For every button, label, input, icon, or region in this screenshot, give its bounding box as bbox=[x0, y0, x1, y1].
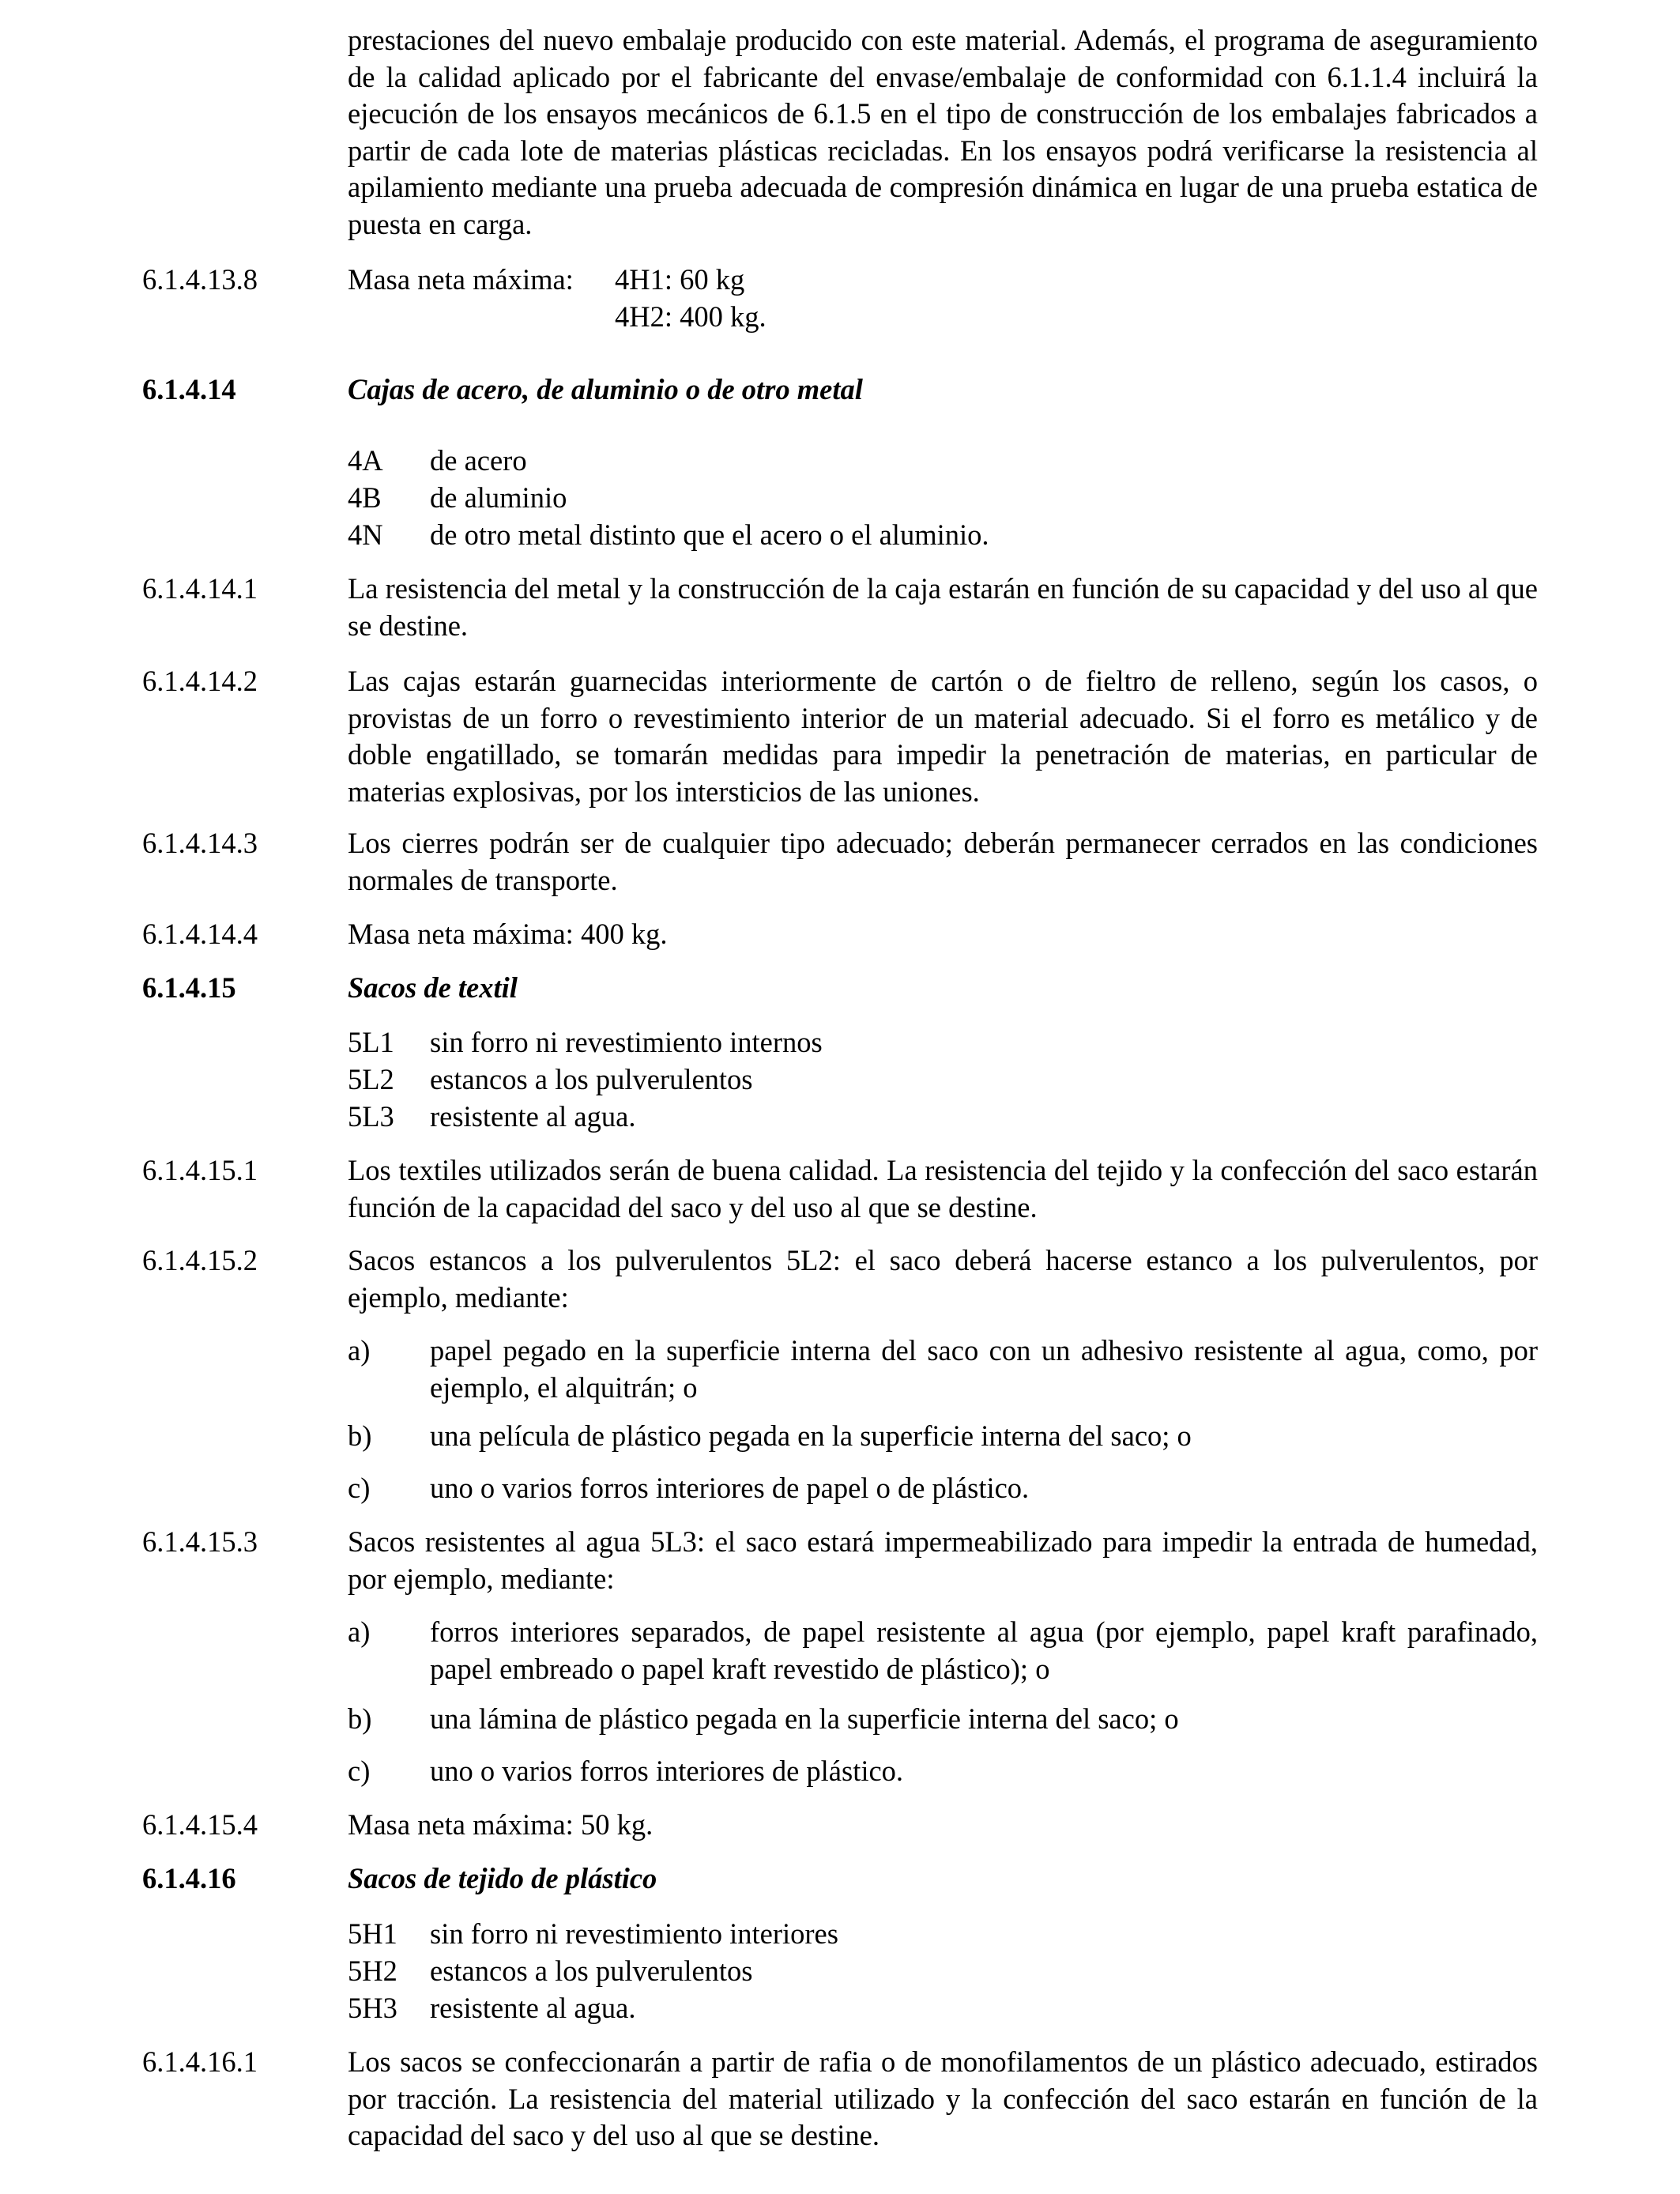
packaging-code: 5L2 bbox=[348, 1063, 394, 1095]
packaging-code-description: de aluminio bbox=[430, 481, 567, 514]
section-heading-number: 6.1.4.15 bbox=[142, 971, 236, 1004]
list-item-text: una lámina de plástico pegada en la superficie interna del saco; o bbox=[430, 1702, 1179, 1735]
packaging-code: 4A bbox=[348, 444, 383, 477]
list-item-label: c) bbox=[348, 1755, 371, 1787]
section-text: Sacos resistentes al agua 5L3: el saco estará impermeabilizado para impedir la entrada de humedad, por ejemplo, mediante: bbox=[348, 1525, 1538, 1595]
packaging-code-description: sin forro ni revestimiento interiores bbox=[430, 1917, 838, 1950]
packaging-code: 5L1 bbox=[348, 1026, 394, 1058]
section-heading: Sacos de textil bbox=[348, 971, 518, 1004]
list-item-label: a) bbox=[348, 1615, 371, 1648]
list-item-text: una película de plástico pegada en la superficie interna del saco; o bbox=[430, 1419, 1192, 1452]
packaging-code: 5L3 bbox=[348, 1100, 394, 1133]
packaging-code-description: estancos a los pulverulentos bbox=[430, 1955, 753, 1987]
section-number: 6.1.4.13.8 bbox=[142, 263, 258, 296]
section-heading: Sacos de tejido de plástico bbox=[348, 1862, 657, 1894]
section-heading-number: 6.1.4.16 bbox=[142, 1862, 236, 1894]
max-mass-value: 4H1: 60 kg bbox=[615, 263, 745, 296]
list-item-text: uno o varios forros interiores de papel o de plástico. bbox=[430, 1472, 1030, 1504]
section-number: 6.1.4.15.3 bbox=[142, 1525, 258, 1558]
section-heading: Cajas de acero, de aluminio o de otro metal bbox=[348, 373, 863, 405]
section-number: 6.1.4.14.2 bbox=[142, 665, 258, 697]
section-text: Masa neta máxima: 400 kg. bbox=[348, 918, 668, 950]
packaging-code-description: sin forro ni revestimiento internos bbox=[430, 1026, 823, 1058]
section-text: Sacos estancos a los pulverulentos 5L2: el saco deberá hacerse estanco a los pulverulentos, por ejemplo, mediante: bbox=[348, 1244, 1538, 1314]
section-text: La resistencia del metal y la construcción de la caja estarán en función de su capacidad y del uso al que se destine. bbox=[348, 572, 1538, 642]
section-text: Masa neta máxima: 50 kg. bbox=[348, 1808, 654, 1841]
packaging-code: 4B bbox=[348, 481, 382, 514]
list-item-text: forros interiores separados, de papel resistente al agua (por ejemplo, papel kraft parafinado, papel embreado o papel kraft revestido de plástico); o bbox=[430, 1615, 1538, 1685]
max-mass-label: Masa neta máxima: bbox=[348, 263, 574, 296]
section-number: 6.1.4.15.1 bbox=[142, 1154, 258, 1186]
section-number: 6.1.4.15.2 bbox=[142, 1244, 258, 1276]
list-item-text: papel pegado en la superficie interna del saco con un adhesivo resistente al agua, como, por ejemplo, el alquitrán; o bbox=[430, 1334, 1538, 1404]
section-text: Los textiles utilizados serán de buena calidad. La resistencia del tejido y la confección del saco estarán función de la capacidad del saco y del uso al que se destine. bbox=[348, 1154, 1538, 1223]
section-number: 6.1.4.16.1 bbox=[142, 2045, 258, 2078]
section-text: Las cajas estarán guarnecidas interiormente de cartón o de fieltro de relleno, según los casos, o provistas de un forro o revestimiento interior de un material adecuado. Si el forro es metálico y de doble engatillado, se tomarán medidas para impedir la penetración de materias, en particular de materias explosivas, por los intersticios de las uniones. bbox=[348, 665, 1538, 808]
packaging-code-description: de acero bbox=[430, 444, 527, 477]
list-item-label: a) bbox=[348, 1334, 371, 1367]
packaging-code: 5H3 bbox=[348, 1992, 397, 2024]
section-number: 6.1.4.14.1 bbox=[142, 572, 258, 605]
section-heading-number: 6.1.4.14 bbox=[142, 373, 236, 405]
packaging-code: 5H1 bbox=[348, 1917, 397, 1950]
packaging-code: 5H2 bbox=[348, 1955, 397, 1987]
packaging-code-description: estancos a los pulverulentos bbox=[430, 1063, 753, 1095]
list-item-text: uno o varios forros interiores de plástico. bbox=[430, 1755, 904, 1787]
continuation-paragraph bbox=[348, 22, 1538, 243]
list-item-label: c) bbox=[348, 1472, 371, 1504]
packaging-code-description: de otro metal distinto que el acero o el aluminio. bbox=[430, 518, 989, 551]
list-item-label: b) bbox=[348, 1702, 372, 1735]
section-number: 6.1.4.15.4 bbox=[142, 1808, 258, 1841]
packaging-code-description: resistente al agua. bbox=[430, 1100, 636, 1133]
section-number: 6.1.4.14.4 bbox=[142, 918, 258, 950]
section-text: Los cierres podrán ser de cualquier tipo adecuado; deberán permanecer cerrados en las condiciones normales de transporte. bbox=[348, 827, 1538, 896]
packaging-code: 4N bbox=[348, 518, 383, 551]
paragraph-text: prestaciones del nuevo embalaje producido con este material. Además, el programa de aseguramiento de la calidad aplicado por el fabricante del envase/embalaje de conformidad con 6.1.1.4 incluirá la ejecución de los ensayos mecánicos de 6.1.5 en el tipo de construcción de los embalajes fabricados a partir de cada lote de materias plásticas recicladas. En los ensayos podrá verificarse la resistencia al apilamiento mediante una prueba adecuada de compresión dinámica en lugar de una prueba estatica de puesta en carga. bbox=[348, 24, 1538, 240]
section-number: 6.1.4.14.3 bbox=[142, 827, 258, 859]
list-item-label: b) bbox=[348, 1419, 372, 1452]
section-text: Los sacos se confeccionarán a partir de rafia o de monofilamentos de un plástico adecuado, estirados por tracción. La resistencia del material utilizado y la confección del saco estarán en función de la capacidad del saco y del uso al que se destine. bbox=[348, 2045, 1538, 2151]
packaging-code-description: resistente al agua. bbox=[430, 1992, 636, 2024]
max-mass-value: 4H2: 400 kg. bbox=[615, 300, 767, 333]
